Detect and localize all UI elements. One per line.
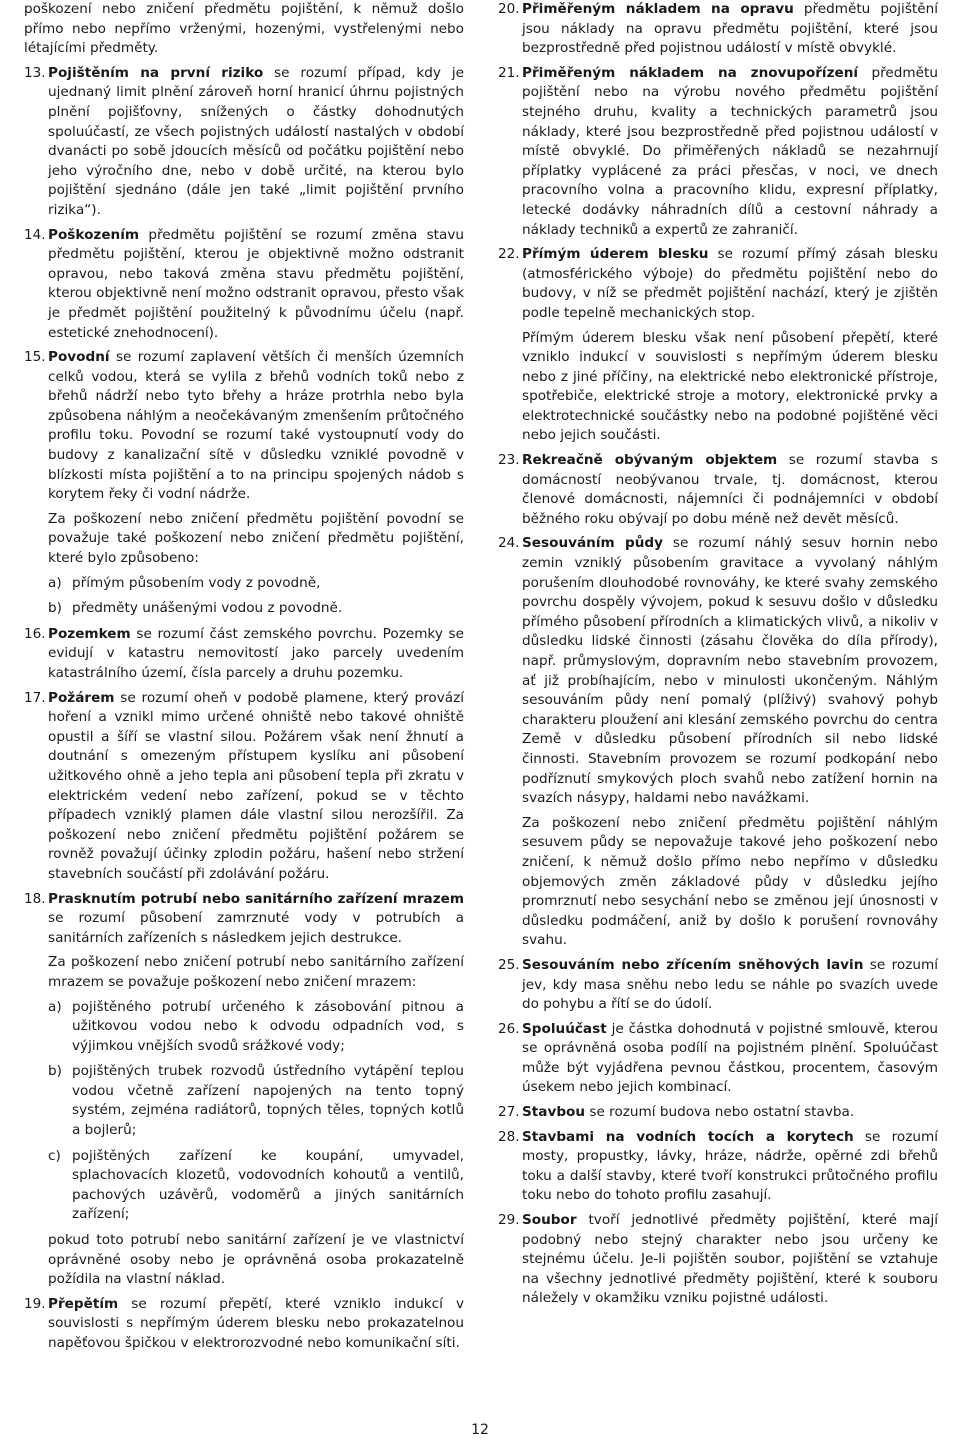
definition-text: tvoří jednotlivé předměty pojištění, které mají podobný nebo stejný charakter nebo jsou určeny ke stejnému účelu. Je-li pojištěn soubor, pojištění se vztahuje na všechny jednotlivé předměty pojištění, které k souboru náležely v okamžiku vzniku pojistné události. — [522, 1212, 938, 1307]
definition-text: se rozumí náhlý sesuv hornin nebo zemin vzniklý působením gravitace a vyvolaný náhlým porušením dlouhodobé rovnováhy, ke které svahy zemského povrchu dospěly vývojem, pokud k sesuvu došlo v důsledku přímého působení přírodních a klimatických vlivů, a nikoliv v důsledku lidské činnosti (zásahu člověka do díla přírody), např. průmyslovým, dopravním nebo stavebním provozem, ať již probíhajícím, nebo v minulosti ukončeným. Náhlým sesouváním půdy není pomalý (plíživý) svahový pohyb charakteru ploužení ani klesání zemského povrchu do centra Země v důsledku působení přírodních sil nebo lidské činnosti. Stavebním provozem se rozumí podkopání nebo podříznutí smykových ploch svahů nebo zatížení hornin na svazích násypy, haldami nebo navážkami. — [522, 535, 938, 807]
definition-text: se rozumí působení zamrznuté vody v potrubích a sanitárních zařízeních s následkem jejich destrukce. — [48, 910, 464, 946]
definition-text: se rozumí jev, kdy masa sněhu nebo ledu se náhle po svazích uvede do pohybu a řítí se do údolí. — [522, 956, 938, 1013]
definition-paragraph: Za poškození nebo zničení předmětu pojištění náhlým sesuvem půdy se nepovažuje takové jeho poškození nebo zničení, k němuž došlo přímo nebo nepřímo v důsledku objemových změn základové půdy v důsledku jejího promrznutí nebo sesychání nebo se změnou její únosnosti v důsledku podmáčení, aniž by došlo k porušení rovnováhy svahu. — [522, 814, 938, 949]
term: Povodní — [48, 349, 110, 366]
definition-text: se rozumí přímý zásah blesku (atmosférického výboje) do předmětu pojištění nebo do budovy, v níž se předmět pojištění nachází, který je zjištěn podle tepelně mechanických stop. — [522, 246, 939, 321]
definition-paragraph: pokud toto potrubí nebo sanitární zařízení je ve vlastnictví oprávněné osoby nebo je oprávněná osoba prokazatelně požídila na vlastní náklad. — [48, 1232, 464, 1288]
item-number: 21. — [498, 64, 520, 81]
definition-23 — [498, 451, 938, 529]
definition-28 — [498, 1128, 938, 1206]
page-number: 12 — [471, 1422, 489, 1438]
definition-22 — [498, 245, 938, 446]
definition-text: se rozumí přepětí, které vzniklo indukcí v souvislosti s nepřímým úderem blesku nebo prokazatelnou napěťovou špičkou v elektrorozvodné nebo komunikační síti. — [48, 1295, 464, 1351]
term: Přepětím — [48, 1295, 119, 1312]
item-number: 18. — [24, 890, 46, 907]
item-number: 24. — [498, 535, 520, 552]
definition-15 — [24, 348, 464, 619]
term: Rekreačně obývaným objektem — [522, 452, 778, 469]
item-number: 17. — [24, 689, 46, 706]
term: Pozemkem — [48, 625, 131, 642]
term: Přiměřeným nákladem na opravu — [522, 1, 794, 17]
item-number: 13. — [24, 64, 46, 81]
definition-18 — [24, 890, 464, 1290]
item-number: 29. — [498, 1212, 520, 1229]
definition-24 — [498, 534, 938, 950]
term: Požárem — [48, 689, 115, 706]
item-number: 26. — [498, 1020, 520, 1037]
definition-text: se rozumí budova nebo ostatní stavba. — [585, 1104, 855, 1121]
item-number: 20. — [498, 1, 520, 17]
definition-text: se rozumí mosty, propustky, lávky, hráze, nádrže, opěrné zdi břehů toku a další stavby, které tvoří konstrukci průtočného profilu toku nebo do tohoto profilu zasahují. — [522, 1128, 938, 1204]
term: Přiměřeným nákladem na znovupořízení — [522, 64, 859, 81]
term: Prasknutím potrubí nebo sanitárního zařízení mrazem — [48, 890, 464, 907]
definition-text: je částka dohodnutá v pojistné smlouvě, kterou se oprávněná osoba podílí na pojistném plnění. Spoluúčast může být vyjádřena pevnou částkou, procentem, časovým úsekem nebo jejich kombinací. — [522, 1020, 938, 1096]
definition-13 — [24, 64, 464, 221]
definition-27 — [498, 1103, 938, 1123]
definition-text: se rozumí případ, kdy je ujednaný limit plnění zároveň horní hranicí úhrnu pojistných plnění pojišťovny, snížených o částky dohodnutých spoluúčastí, ze všech pojistných událostí nastalých v období dvanácti po sobě jdoucích měsíců od počátku pojištění nebo jeho výročního dne, nebo v době určité, na kterou bylo pojištění sjednáno (dále jen také „limit pojištění prvního rizika“). — [48, 64, 464, 218]
sub-item-a: a) pojištěného potrubí určeného k zásobování pitnou a užitkovou vodou nebo k odvodu odpadních vod, s výjimkou vnějších svodů srážkové vody; — [48, 998, 464, 1054]
item-number: 27. — [498, 1104, 520, 1121]
definition-16 — [24, 625, 464, 684]
definition-14 — [24, 226, 464, 344]
term: Stavbou — [522, 1104, 586, 1121]
left-column — [24, 0, 464, 1359]
item-number: 14. — [24, 226, 46, 243]
sub-item-b: b) předměty unášenými vodou z povodně. — [48, 600, 343, 617]
item-number: 19. — [24, 1295, 46, 1312]
term: Soubor — [522, 1212, 577, 1229]
continued-paragraph: poškození nebo zničení předmětu pojištění, k němuž došlo přímo nebo nepřímo vrženými, hozenými, vystřelenými nebo létajícími předměty. — [24, 1, 464, 57]
definition-text: se rozumí zaplavení větších či menších územních celků vodou, která se vylila z břehů vodních toků nebo z břehů nádrží nebo tyto břehy a hráze protrhla nebo byla způsobena náhlým a neočekávaným zmenšením průtočného profilu toku. Povodní se rozumí také vystoupnutí vody do budovy z kanalizační sítě v důsledku vzniklé povodně v blízkosti místa pojištění a to na principu spojených nádob s korytem řeky či vodní nádrže. — [48, 349, 464, 503]
definition-text: se rozumí část zemského povrchu. Pozemky se evidují v katastru nemovitostí jako parcely uvedením katastrálního území, čísla parcely a druhu pozemku. — [48, 625, 464, 681]
item-number: 25. — [498, 956, 520, 973]
definition-paragraph: Za poškození nebo zničení potrubí nebo sanitárního zařízení mrazem se považuje poškození nebo zničení mrazem: — [48, 954, 464, 990]
definition-26 — [498, 1020, 938, 1098]
sub-item-c: c) pojištěných zařízení ke koupání, umyvadel, splachovacích klozetů, vodovodních kohoutů a ventilů, pachových uzávěrů, vodoměrů a jiných sanitárních zařízení; — [48, 1147, 464, 1223]
definition-text: předmětu pojištění nebo na výrobu nového předmětu pojištění stejného druhu, kvality a technických parametrů jsou náklady, které jsou bezprostředně před pojistnou událostí v místě obvyklé. Do přiměřených nákladů se nezahrnují příplatky vyplácené za práci přesčas, v noci, ve dnech pracovního volna a pracovního klidu, expresní příplatky, letecké dodávky náhradních dílů a cestovní náhrady a náklady techniků a expertů ze zahraničí. — [522, 64, 938, 238]
definition-25 — [498, 956, 938, 1015]
definition-17 — [24, 689, 464, 885]
definition-text: se rozumí oheň v podobě plamene, který provází hoření a vznikl mimo určené ohniště nebo takové ohniště opustil a šíří se vlastní silou. Požárem však není žhnutí a doutnání s omezeným přístupem kyslíku ani působení užitkového ohně a jeho tepla ani působení tepla při zkratu v elektrickém vedení nebo zařízení, pokud se v těchto případech vzniklý plamen dále vlastní silou nerozšířil. Za poškození nebo zničení předmětu pojištění požárem se rovněž považují účinky zplodin požáru, hašení nebo stržení stavebních součástí při zdolávání požáru. — [48, 689, 464, 882]
item-number: 15. — [24, 349, 46, 366]
definition-text: předmětu pojištění jsou náklady na opravu předmětu pojištění, které jsou bezprostředně před pojistnou událostí v místě obvyklé. — [522, 1, 938, 57]
definition-19 — [24, 1295, 464, 1354]
term: Pojištěním na první riziko — [48, 64, 264, 81]
term: Sesouváním půdy — [522, 535, 663, 552]
sub-item-a: a) přímým působením vody z povodně, — [48, 574, 321, 591]
definition-20 — [498, 0, 938, 59]
item-number: 28. — [498, 1128, 520, 1145]
term: Přímým úderem blesku — [522, 246, 709, 263]
definition-21 — [498, 64, 938, 240]
term: Stavbami na vodních tocích a korytech — [522, 1128, 854, 1145]
definition-paragraph: Za poškození nebo zničení předmětu pojištění povodní se považuje také poškození nebo zničení předmětu pojištění, které bylo způsobeno: — [48, 510, 464, 567]
definition-29 — [498, 1211, 938, 1309]
definition-text: se rozumí stavba s domácností neobývanou trvale, tj. domácnost, kterou členové domácnosti, nájemníci či podnájemníci v období běžného roku obývají po dobu méně než devět měsíců. — [522, 452, 938, 527]
item-number: 23. — [498, 452, 520, 469]
item-number: 22. — [498, 246, 520, 263]
definition-text: předmětu pojištění se rozumí změna stavu předmětu pojištění, kterou je objektivně možno odstranit opravou, nebo taková změna stavu předmětu pojištění, kterou objektivně není možno odstranit opravou, přesto však je předmět pojištění použitelný k původnímu účelu (např. estetické znehodnocení). — [48, 226, 464, 341]
term: Sesouváním nebo zřícením sněhových lavin — [522, 956, 864, 973]
definition-paragraph: Přímým úderem blesku však není působení přepětí, které vzniklo indukcí v souvislosti s nepřímým úderem blesku nebo z jiné příčiny, na elektrické nebo elektronické přístroje, spotřebiče, elektrické stroje a motory, elektronické prvky a elektrotechnické součástky nebo na podobné pojištěné věci nebo jejich součásti. — [522, 329, 938, 444]
item-number: 16. — [24, 625, 46, 642]
term: Poškozením — [48, 226, 140, 243]
right-column — [498, 0, 938, 1314]
term: Spoluúčast — [522, 1020, 607, 1037]
sub-item-b: b) pojištěných trubek rozvodů ústředního vytápění teplou vodou včetně zařízení napojených na tento topný systém, zejména radiátorů, topných těles, topných kotlů a bojlerů; — [48, 1063, 464, 1139]
